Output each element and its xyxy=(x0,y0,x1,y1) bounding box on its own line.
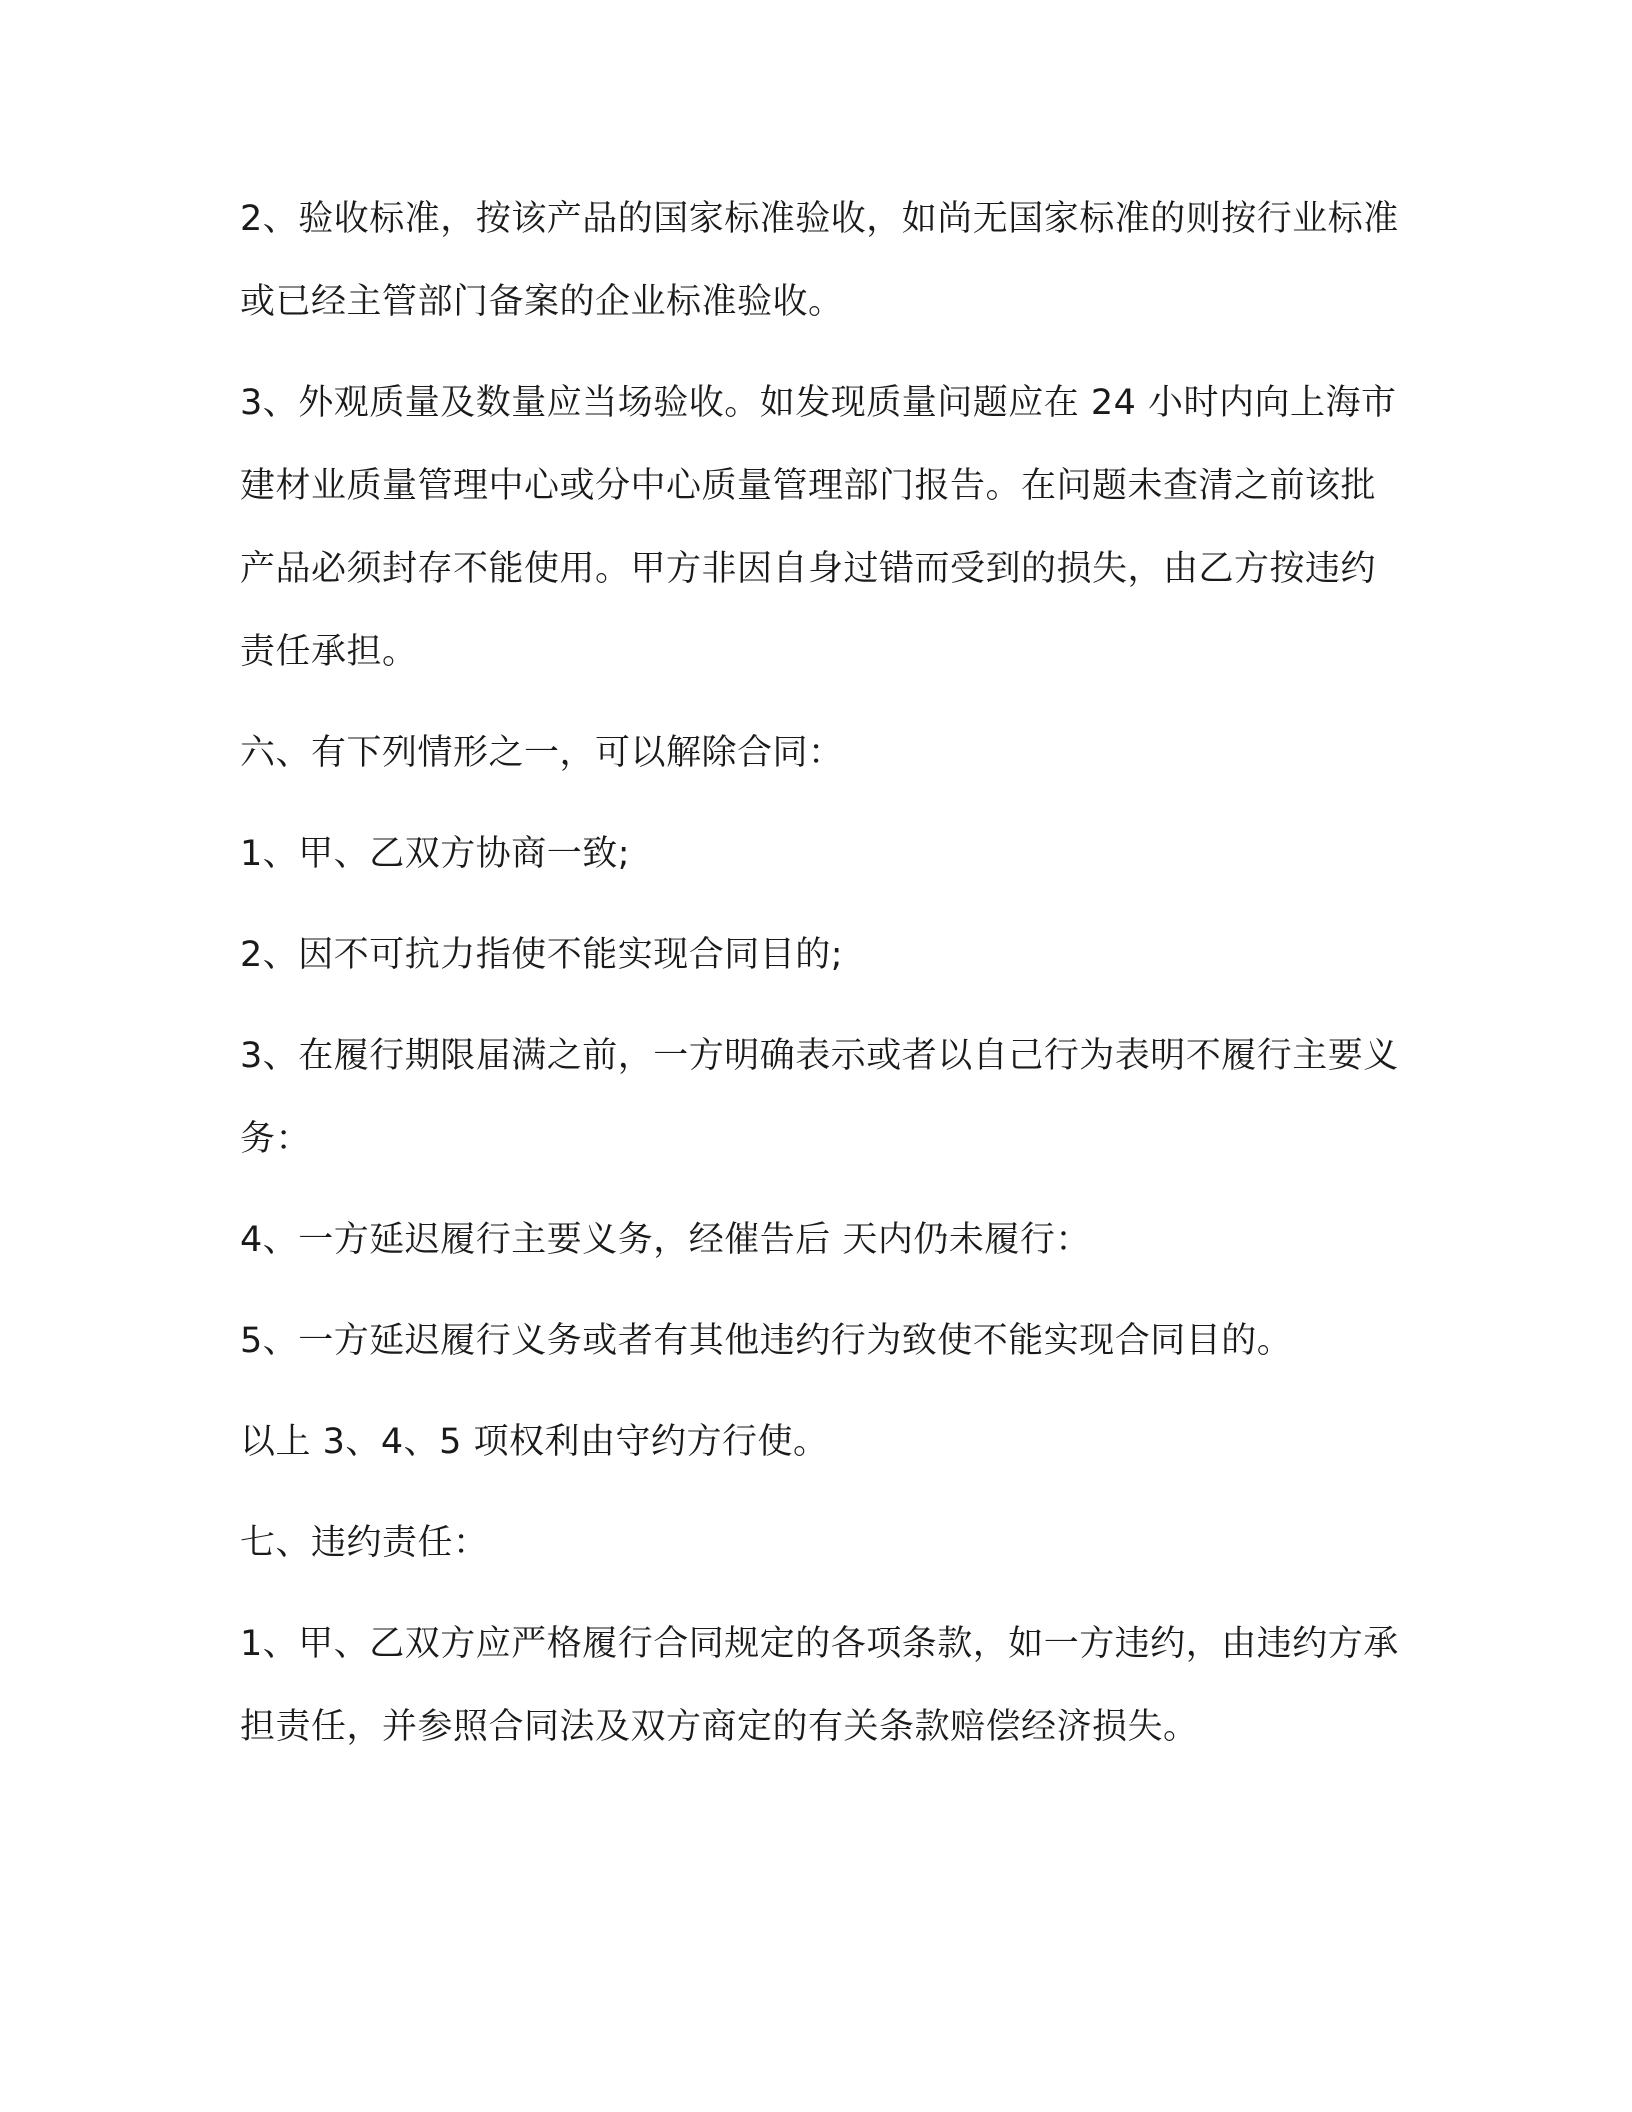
paragraph-termination-item-5: 5、一方延迟履行义务或者有其他违约行为致使不能实现合同目的。 xyxy=(240,1321,1293,1361)
paragraph-termination-item-2: 2、因不可抗力指使不能实现合同目的; xyxy=(240,935,844,975)
paragraph-rights-note: 以上 3、4、5 项权利由守约方行使。 xyxy=(240,1422,829,1462)
paragraph-termination-heading: 六、有下列情形之一，可以解除合同： xyxy=(240,733,844,773)
paragraph-termination-item-3: 3、在履行期限届满之前，一方明确表示或者以自己行为表明不履行主要义务： xyxy=(240,1036,1399,1159)
paragraph-termination-item-1: 1、甲、乙双方协商一致; xyxy=(240,834,631,874)
paragraph-appearance-inspection: 3、外观质量及数量应当场验收。如发现质量问题应在 24 小时内向上海市建材业质量管理中心或分中心质量管理部门报告。在问题未查清之前该批产品必须封存不能使用。甲方非因自身过错而受到的损失，由乙方按违约责任承担。 xyxy=(240,383,1397,672)
document-body xyxy=(240,178,1400,1769)
paragraph-liability-heading: 七、违约责任： xyxy=(240,1523,489,1563)
paragraph-termination-item-4: 4、一方延迟履行主要义务，经催告后 天内仍未履行： xyxy=(240,1220,1091,1260)
paragraph-liability-item-1: 1、甲、乙双方应严格履行合同规定的各项条款，如一方违约，由违约方承担责任，并参照合同法及双方商定的有关条款赔偿经济损失。 xyxy=(240,1624,1399,1747)
paragraph-acceptance-standard: 2、验收标准，按该产品的国家标准验收，如尚无国家标准的则按行业标准或已经主管部门备案的企业标准验收。 xyxy=(240,199,1399,322)
